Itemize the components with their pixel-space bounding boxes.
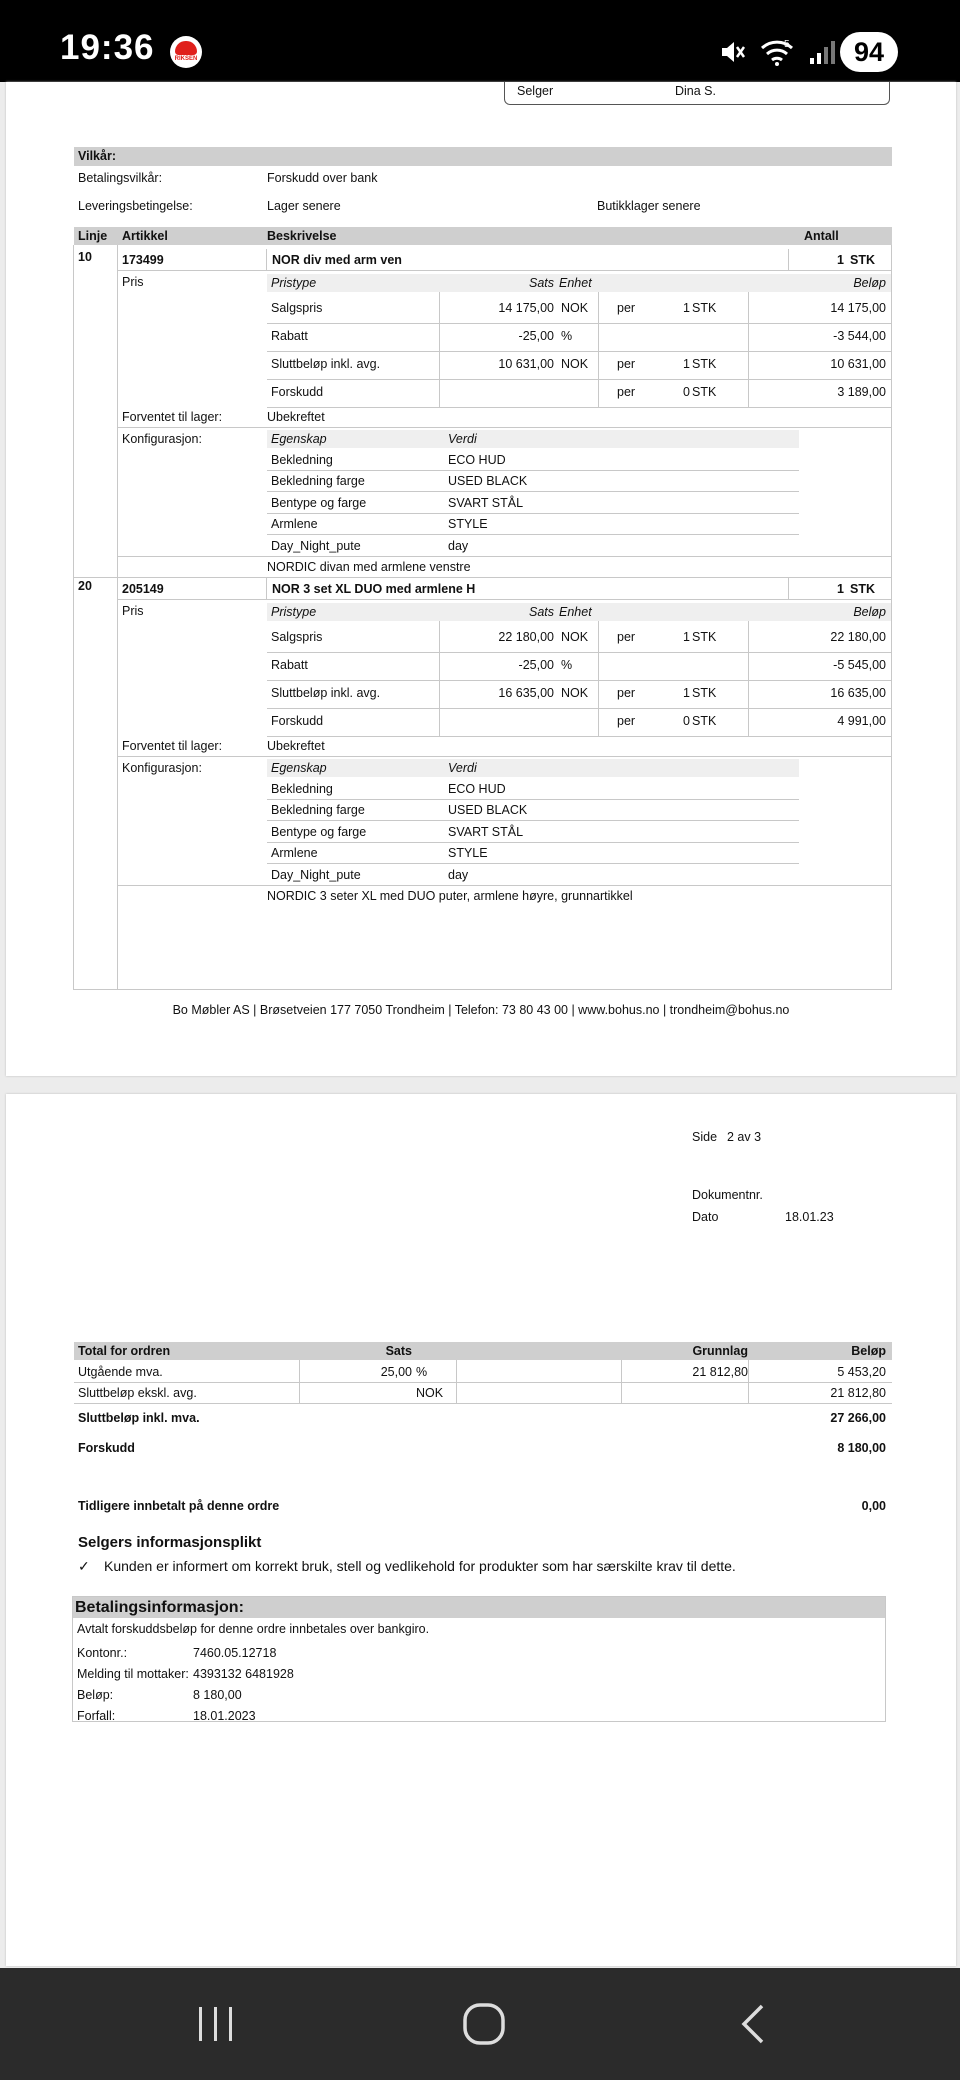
egenskap-header: Egenskap bbox=[271, 761, 327, 775]
info-heading: Selgers informasjonsplikt bbox=[78, 1534, 262, 1551]
col-antall-header: Antall bbox=[804, 229, 839, 243]
side-value: 2 av 3 bbox=[727, 1130, 762, 1144]
payment-intro: Avtalt forskuddsbeløp for denne ordre innbetales over bankgiro. bbox=[77, 1622, 430, 1636]
sats-header: Sats bbox=[528, 605, 554, 619]
document-page-1: Selger Dina S. Vilkår: Betalingsvilkår: Forskudd over bank Leveringsbetingelse: Lager senere Butikklager senere Linje Artikkel Beskrivelse Antall 10 173499 NOR div med arm ven 1 STK Pris Pristype Sats Enhet Beløp Salgspris 14 175,00 NOK per 1 STK 14 175,00 Rabatt -25,00 % -3 544,00 Sluttbeløp inkl. avg. 10 631,00 NOK per 1 STK 10 631,00 Forskudd per 0 STK 3 189,00 Forventet til lager: Ubekreftet Konfigurasjon: Egenskap Verdi Bekledning ECO HUD Bekledning farge USED BLACK Bentype og farge SVART STÅL Armlene STYLE Day_Night_pute day NORDIC divan med armlene venstre 20 205149 NOR 3 set XL DUO med armlene H 1 STK Pris Pristype Sats Enhet Beløp Salgspris 22 180,00 NOK per 1 STK 22 180,00 Rabatt -25,00 % -5 545,00 Sluttbeløp inkl. avg. 16 635,00 NOK per 1 STK 16 635,00 Forskudd per 0 STK 4 991,00 Forventet til lager: Ubekreftet Konfigurasjon: Egenskap Verdi Bekledning ECO HUD Bekledning farge USED BLACK Bentype og farge SVART STÅL Armlene STYLE Day_Night_pute day NORDIC 3 seter XL med DUO puter, armlene høyre, grunnartikkel Bo Møbler AS | Brøsetveien 177 7050 Trondheim | Telefon: 73 80 43 00 | www.bohus.no | trondheim@bohus.no bbox=[6, 82, 956, 1076]
forventet-value: Ubekreftet bbox=[267, 739, 325, 753]
inkl-label: Sluttbeløp inkl. mva. bbox=[78, 1411, 200, 1425]
vilkar-header-bar bbox=[74, 147, 892, 166]
forskudd-value: 8 180,00 bbox=[837, 1441, 886, 1455]
line-number: 10 bbox=[78, 250, 92, 264]
article-number: 173499 bbox=[122, 253, 164, 267]
verdi-header: Verdi bbox=[448, 761, 477, 775]
totals-header-bar bbox=[74, 1342, 892, 1360]
pris-label: Pris bbox=[122, 604, 144, 618]
col-linje-header: Linje bbox=[78, 229, 108, 243]
side-label: Side bbox=[692, 1130, 718, 1144]
info-text: Kunden er informert om korrekt bruk, stell og vedlikehold for produkter som har særskilte krav til dette. bbox=[104, 1558, 736, 1574]
selger-label: Selger bbox=[517, 84, 554, 98]
totals-grunnlag-header: Grunnlag bbox=[692, 1344, 748, 1358]
col-beskrivelse-header: Beskrivelse bbox=[267, 229, 337, 243]
pristype-header: Pristype bbox=[271, 605, 317, 619]
article-number: 205149 bbox=[122, 582, 164, 596]
forventet-value: Ubekreftet bbox=[267, 410, 325, 424]
status-icons bbox=[718, 34, 838, 70]
selger-value: Dina S. bbox=[675, 84, 716, 98]
betalingsvilkar-value: Forskudd over bank bbox=[267, 171, 378, 185]
back-icon[interactable] bbox=[738, 2003, 768, 2045]
pris-label: Pris bbox=[122, 275, 144, 289]
enhet-header: Enhet bbox=[559, 276, 592, 290]
enhet-header: Enhet bbox=[559, 605, 592, 619]
wifi-icon bbox=[760, 38, 794, 66]
app-badge-label: RIKSEN bbox=[174, 56, 198, 62]
system-nav-bar bbox=[0, 1968, 960, 2080]
levering-value: Lager senere bbox=[267, 199, 341, 213]
status-bar bbox=[0, 0, 960, 82]
forventet-label: Forventet til lager: bbox=[122, 739, 223, 753]
verdi-header: Verdi bbox=[448, 432, 477, 446]
egenskap-header: Egenskap bbox=[271, 432, 327, 446]
sats-header: Sats bbox=[528, 276, 554, 290]
belop-header: Beløp bbox=[853, 276, 886, 290]
home-icon[interactable] bbox=[462, 2002, 506, 2046]
tidligere-label: Tidligere innbetalt på denne ordre bbox=[78, 1499, 280, 1513]
forventet-label: Forventet til lager: bbox=[122, 410, 223, 424]
line-quantity: 1 bbox=[837, 253, 844, 267]
company-footer: Bo Møbler AS | Brøsetveien 177 7050 Trondheim | Telefon: 73 80 43 00 | www.bohus.no | trondheim@bohus.no bbox=[172, 1003, 790, 1017]
app-notification-icon bbox=[170, 36, 202, 68]
line-unit: STK bbox=[850, 582, 875, 596]
line-note: NORDIC 3 seter XL med DUO puter, armlene høyre, grunnartikkel bbox=[267, 889, 633, 903]
wifi-signal-label: 5 bbox=[784, 39, 790, 50]
dato-value: 18.01.23 bbox=[785, 1210, 834, 1224]
selger-box bbox=[504, 82, 890, 105]
line-number: 20 bbox=[78, 579, 92, 593]
mute-icon bbox=[718, 38, 746, 66]
document-page-2: Side 2 av 3 Dokumentnr. Dato 18.01.23 Total for ordren Sats Grunnlag Beløp Utgående mva. 25,00 % 21 812,80 5 453,20 Sluttbeløp ekskl. avg. NOK 21 812,80 Sluttbeløp inkl. mva. 27 266,00 Forskudd 8 180,00 Tidligere innbetalt på denne ordre 0,00 Selgers informasjonsplikt ✓ Kunden er informert om korrekt bruk, stell og vedlikehold for produkter som har særskilte krav til dette. Betalingsinformasjon: Avtalt forskuddsbeløp for denne ordre innbetales over bankgiro. Kontonr.: 7460.05.12718 Melding til mottaker: 4393132 6481928 Beløp: 8 180,00 Forfall: 18.01.2023 bbox=[6, 1094, 956, 1966]
butikklager-text: Butikklager senere bbox=[597, 199, 701, 213]
linje-column-divider bbox=[117, 245, 118, 989]
recent-apps-icon[interactable] bbox=[196, 2005, 236, 2043]
line-description: NOR 3 set XL DUO med armlene H bbox=[272, 582, 476, 596]
dato-label: Dato bbox=[692, 1210, 719, 1224]
dokumentnr-label: Dokumentnr. bbox=[692, 1188, 763, 1202]
cell-signal-icon bbox=[808, 38, 838, 66]
forskudd-label: Forskudd bbox=[78, 1441, 135, 1455]
pristype-header: Pristype bbox=[271, 276, 317, 290]
konfig-label: Konfigurasjon: bbox=[122, 432, 202, 446]
totals-heading: Total for ordren bbox=[78, 1344, 171, 1358]
line-quantity: 1 bbox=[837, 582, 844, 596]
vilkar-heading: Vilkår: bbox=[78, 149, 116, 163]
col-artikkel-header: Artikkel bbox=[122, 229, 168, 243]
levering-label: Leveringsbetingelse: bbox=[78, 199, 193, 213]
tidligere-value: 0,00 bbox=[861, 1499, 886, 1513]
order-table-header-bar bbox=[74, 227, 892, 245]
totals-belop-header: Beløp bbox=[851, 1344, 886, 1358]
battery-indicator: 94 bbox=[840, 32, 898, 72]
table-right-border bbox=[891, 245, 892, 989]
belop-header: Beløp bbox=[853, 605, 886, 619]
line-description: NOR div med arm ven bbox=[272, 253, 402, 267]
payment-info-box: Betalingsinformasjon: Avtalt forskuddsbeløp for denne ordre innbetales over bankgiro. Kontonr.: 7460.05.12718 Melding til mottaker: 4393132 6481928 Beløp: 8 180,00 Forfall: 18.01.2023 bbox=[72, 1596, 886, 1722]
betalingsvilkar-label: Betalingsvilkår: bbox=[78, 171, 163, 185]
clock: 19:36 bbox=[60, 28, 155, 67]
line-unit: STK bbox=[850, 253, 875, 267]
totals-sats-header: Sats bbox=[385, 1344, 412, 1358]
checkmark-icon: ✓ bbox=[78, 1558, 90, 1574]
table-left-border bbox=[73, 245, 74, 989]
line-note: NORDIC divan med armlene venstre bbox=[267, 560, 471, 574]
konfig-label: Konfigurasjon: bbox=[122, 761, 202, 775]
inkl-value: 27 266,00 bbox=[830, 1411, 886, 1425]
table-bottom-border bbox=[73, 989, 892, 990]
payment-heading: Betalingsinformasjon: bbox=[75, 1599, 244, 1616]
